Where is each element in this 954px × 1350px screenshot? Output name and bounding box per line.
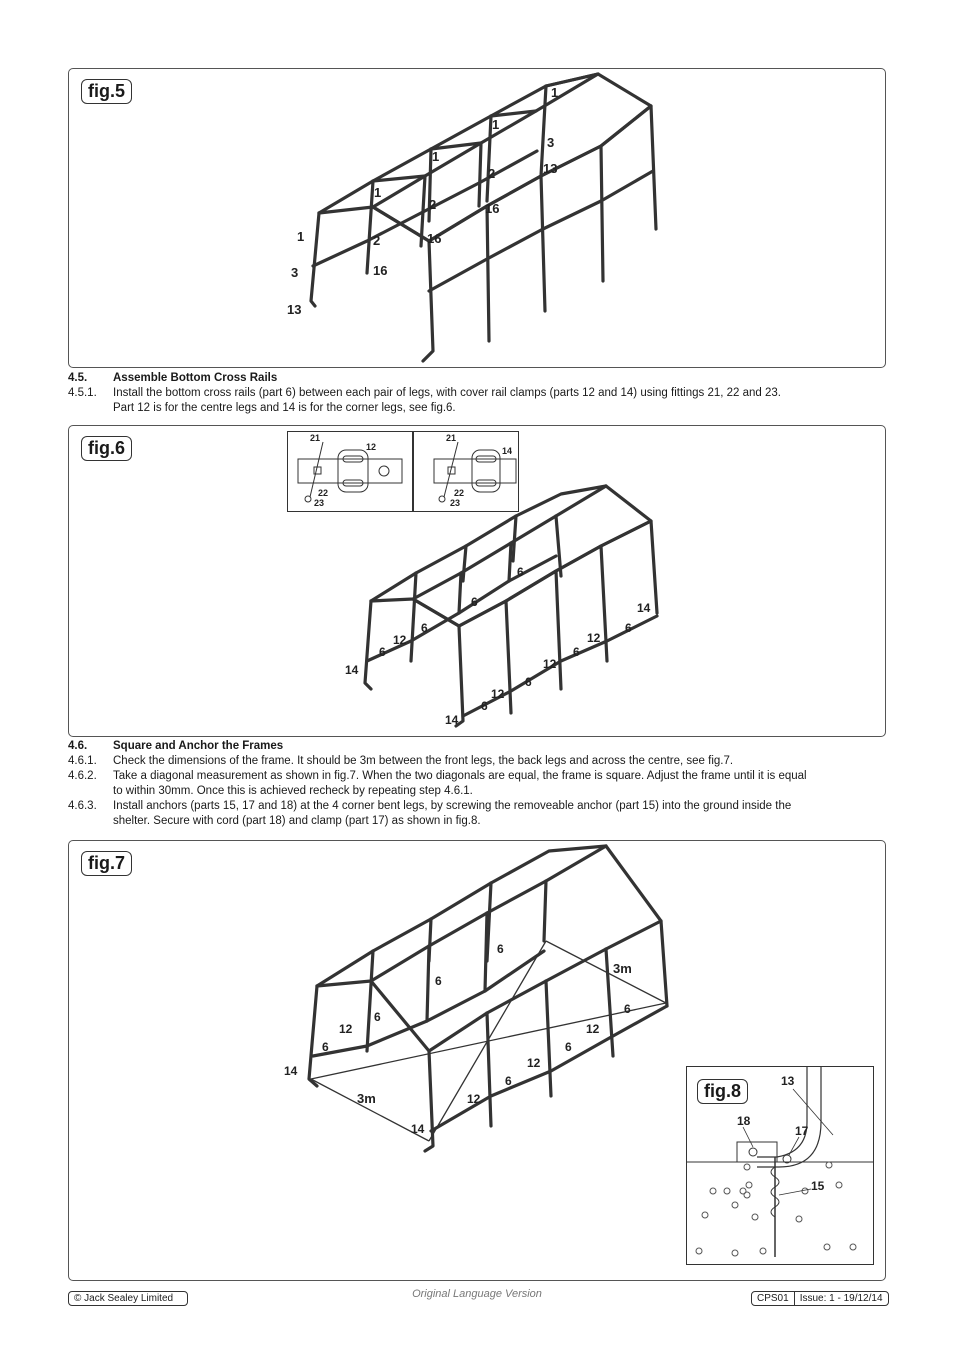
issue-box [751,1291,889,1306]
clamp-detail-corner [413,431,519,512]
fig5-callout: 16 [485,201,500,216]
fig7-callout: 6 [497,942,504,956]
fig7-callout: 14 [411,1122,425,1136]
fig6-callout: 14 [345,663,359,677]
detail-callout: 23 [314,498,325,508]
fig6-callout: 12 [393,633,407,647]
step-number: 4.6.3. [68,800,97,812]
fig7-callout: 6 [435,974,442,988]
fig8-callout: 15 [811,1179,825,1193]
fig6-callout: 6 [481,699,488,713]
fig6-callout: 6 [517,565,524,579]
fig5-callout: 16 [373,263,388,278]
section-title: Square and Anchor the Frames [113,740,284,752]
fig8-callout: 13 [781,1074,795,1088]
detail-callout: 21 [310,433,321,443]
fig8-callout: 18 [737,1114,751,1128]
step-text-cont: Part 12 is for the centre legs and 14 is for the corner legs, see fig.6. [113,402,456,414]
fig7-callout: 12 [586,1022,600,1036]
fig7-callout: 6 [322,1040,329,1054]
step-number: 4.6.1. [68,755,97,767]
issue-date: Issue: 1 - 19/12/14 [794,1292,888,1305]
fig5-label: fig.5 [81,79,132,104]
fig5-callout: 1 [374,185,382,200]
section-number: 4.5. [68,372,88,384]
fig5-callout: 1 [492,117,500,132]
fig6-callout: 14 [637,601,651,615]
fig6-callout: 12 [587,631,601,645]
fig6-callout: 6 [525,675,532,689]
fig6-callout: 6 [471,595,478,609]
fig5-callout: 13 [543,161,558,176]
fig7-callout: 12 [527,1056,541,1070]
section-title: Assemble Bottom Cross Rails [113,372,278,384]
fig5-callout: 2 [429,197,437,212]
step-text-cont: to within 30mm. Once this is achieved recheck by repeating step 4.6.1. [113,785,473,797]
fig5-panel [68,68,886,368]
fig5-callout: 1 [432,149,440,164]
fig7-callout: 3m [613,961,632,976]
section-number: 4.6. [68,740,88,752]
fig7-callout: 6 [624,1002,631,1016]
fig6-callout: 6 [421,621,428,635]
section-4-6 [68,739,888,829]
fig7-callout: 3m [357,1091,376,1106]
fig6-callout: 6 [625,621,632,635]
fig8-callout: 17 [795,1124,809,1138]
fig7-callout: 6 [565,1040,572,1054]
detail-callout: 12 [366,442,377,452]
language-note: Original Language Version [412,1288,542,1300]
fig6-callout: 6 [379,645,386,659]
fig5-callout: 2 [373,233,381,248]
fig5-callout: 16 [427,231,442,246]
step-text: Take a diagonal measurement as shown in fig.7. When the two diagonals are equal, the frame is square. Adjust the frame until it is equal [113,770,807,782]
fig7-label: fig.7 [81,851,132,876]
fig5-callout: 3 [291,265,299,280]
step-text-cont: shelter. Secure with cord (part 18) and clamp (part 17) as shown in fig.8. [113,815,481,827]
step-text: Check the dimensions of the frame. It should be 3m between the front legs, the back legs and across the centre, see fig.7. [113,755,734,767]
step-number: 4.6.2. [68,770,97,782]
detail-callout: 14 [502,446,513,456]
detail-callout: 22 [318,488,329,498]
fig5-frame-drawing [69,69,887,369]
fig5-callout: 1 [551,85,559,100]
fig7-callout: 12 [467,1092,481,1106]
detail-callout: 23 [450,498,461,508]
fig5-callout: 13 [287,302,302,317]
model-number: CPS01 [757,1293,789,1304]
detail-callout: 22 [454,488,465,498]
step-text: Install anchors (parts 15, 17 and 18) at the 4 corner bent legs, by screwing the removeable anchor (part 15) into the ground inside the [113,800,792,812]
fig6-panel [68,425,886,737]
detail-callout: 21 [446,433,457,443]
fig5-callout: 1 [297,229,305,244]
fig7-callout: 6 [505,1074,512,1088]
fig6-label: fig.6 [81,436,132,461]
fig7-panel [68,840,886,1281]
fig6-callout: 12 [491,687,505,701]
section-4-5 [68,371,888,416]
fig5-callout: 2 [488,166,496,181]
fig8-label: fig.8 [697,1079,748,1104]
fig5-callout: 3 [547,135,555,150]
fig8-inset [686,1066,874,1265]
fig7-callout: 14 [284,1064,298,1078]
fig6-callout: 6 [573,645,580,659]
fig6-callout: 14 [445,713,459,727]
clamp-detail-centre [287,431,413,512]
fig6-callout: 12 [543,657,557,671]
step-number: 4.5.1. [68,387,97,399]
fig7-callout: 12 [339,1022,353,1036]
step-text: Install the bottom cross rails (part 6) between each pair of legs, with cover rail clamps (parts 12 and 14) using fittings 21, 22 and 23. [113,387,781,399]
fig7-callout: 6 [374,1010,381,1024]
copyright-box: © Jack Sealey Limited [68,1291,188,1306]
